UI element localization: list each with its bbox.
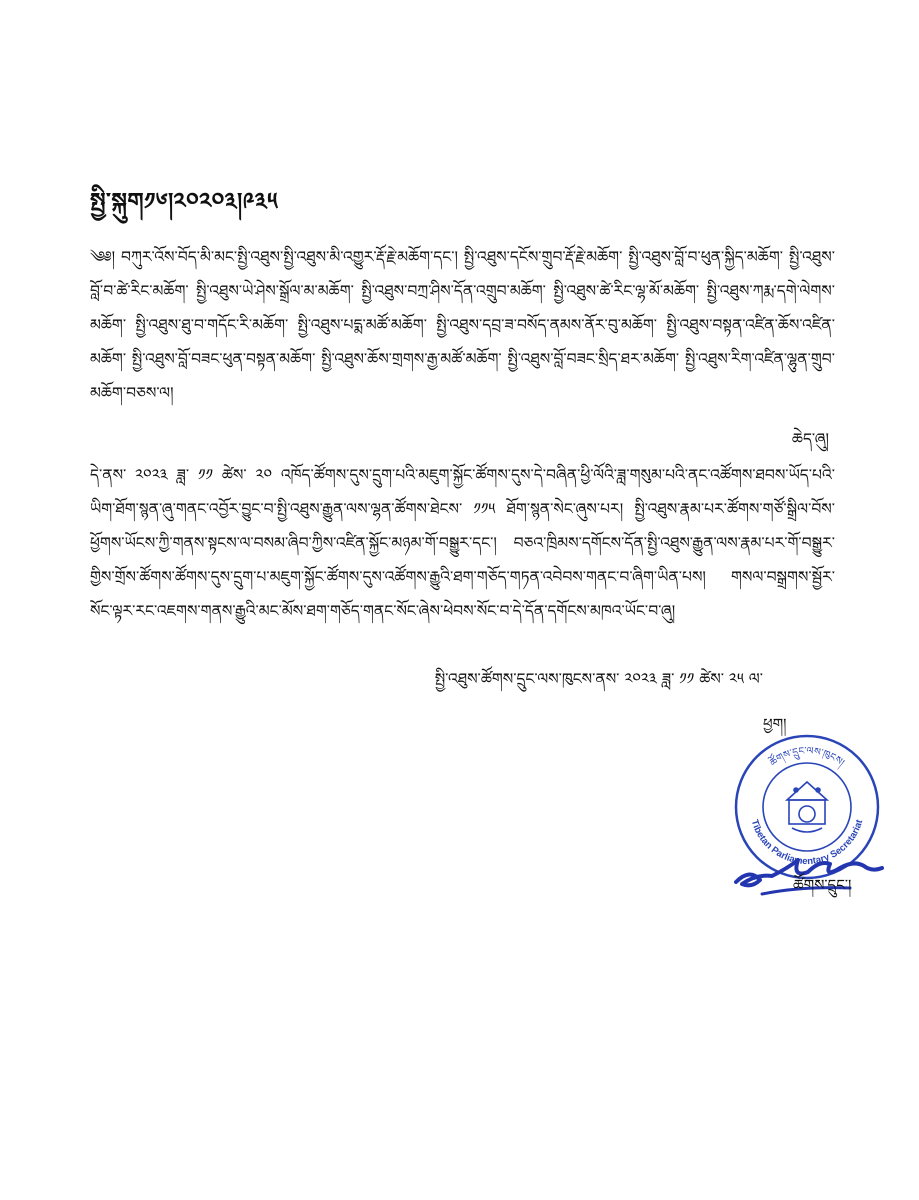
dateline: སྤྱི་འཐུས་ཚོགས་དྲུང་ལས་ཁུངས་ནས་ ༢༠༢༣ ཟླ་ ༡༡ ཚེས་ ༢༥ ལ་	[434, 670, 763, 688]
addressee-list: ༄༅། བཀུར་འོས་བོད་མི་མང་སྤྱི་འཐུས་སྤྱི་འཐུས་མི་འགྱུར་རྡོ་རྗེ་མཆོག་དང་། སྤྱི་འཐུས་དངོས་གྲུབ་རྡོ་རྗེ་མཆོག་ སྤྱི་འཐུས་བློ་བ་ཕུན་སྐྱིད་མཆོག་ སྤྱི་འཐུས་བློ་བ་ཚེ་རིང་མཆོག་ སྤྱི་འཐུས་ཡེ་ཤེས་སྒྲོལ་མ་མཆོག་ སྤྱི་འཐུས་བཀྲ་ཤིས་དོན་འགྲུབ་མཆོག་ སྤྱི་འཐུས་ཚེ་རིང་ལྷ་མོ་མཆོག་ སྤྱི་འཐུས་ཀརྨ་དགེ་ལེགས་མཆོག་ སྤྱི་འཐུས་ཐུ་བ་གདོང་རི་མཆོག་ སྤྱི་འཐུས་པདྨ་མཚོ་མཆོག་ སྤྱི་འཐུས་དབྲ་ཟ་བསོད་ནམས་ནོར་བུ་མཆོག་ སྤྱི་འཐུས་བསྟན་འཛིན་ཆོས་འཛིན་མཆོག་ སྤྱི་འཐུས་བློ་བཟང་ཕུན་བསྟན་མཆོག་ སྤྱི་འཐུས་ཆོས་གྲགས་རྒྱ་མཚོ་མཆོག་ སྤྱི་འཐུས་བློ་བཟང་སྲིད་ཐར་མཆོག་ སྤྱི་འཐུས་རིག་འཛིན་ལྷུན་གྲུབ་མཆོག་བཅས་ལ།	[90, 248, 835, 402]
seal-text-bottom: Tibetan Parliamentary Secretariat	[748, 818, 866, 868]
svg-text:ཚོགས་དྲུང་ལས་ཁུངས།	[766, 746, 846, 770]
signatory-title: ཚོགས་དྲུང་།	[793, 876, 852, 894]
stamp-mark: ཕྱག།	[763, 715, 787, 733]
seal-text-top: ཚོགས་དྲུང་ལས་ཁུངས།	[768, 745, 847, 769]
reference-number: སྤྱི་སྐུག༡༦།༢༠༢༠༣།༩༣༥	[90, 189, 278, 215]
closing-phrase: ཆེད་ཞུ།	[791, 430, 829, 448]
seal-emblem-icon	[787, 782, 827, 832]
letter-body: དེ་ནས་ ༢༠༢༣ ཟླ་ ༡༡ ཚེས་ ༢༠ འཁོད་ཚོགས་དུས་དྲུག་པའི་མཇུག་སྐྱོང་ཚོགས་དུས་དེ་བཞིན་ཕྱི་ལོའི་ཟླ་གསུམ་པའི་ནང་འཚོགས་ཐབས་ཡོད་པའི་ཡིག་ཐོག་སྙན་ཞུ་གནང་འབྱོར་བྱུང་བ་སྤྱི་འཐུས་རྒྱུན་ལས་ལྷན་ཚོགས་ཐེངས་ ༡༡༥ ཐོག་སྙན་སེང་ཞུས་པར། སྤྱི་འཐུས་རྣམ་པར་ཚོགས་གཙོ་སྒྲིལ་བོས་ཕྱོགས་ཡོངས་ཀྱི་གནས་སྟངས་ལ་བསམ་ཞིབ་ཀྱིས་འཛིན་སྐྱོང་མཉམ་གོ་བསྒྱུར་དང་། བཅའ་ཁྲིམས་དགོངས་དོན་སྤྱི་འཐུས་རྒྱུན་ལས་རྣམ་པར་གོ་བསྒྱུར་གྱིས་གྲོས་ཚོགས་ཚོགས་དུས་དྲུག་པ་མཇུག་སྐྱོང་ཚོགས་དུས་འཚོགས་རྒྱུའི་ཐག་གཅོད་གཏན་འབེབས་གནང་བ་ཞིག་ཡིན་པས། གསལ་བསྒྲགས་སྦྱོར་སོང་ལྟར་རང་འཇགས་གནས་རྒྱུའི་མང་མོས་ཐག་གཅོད་གནང་སོང་ཞེས་ཕེབས་སོང་བ་དེ་དོན་དགོངས་མཁའ་ཡོང་བ་ཞུ།	[90, 466, 835, 620]
